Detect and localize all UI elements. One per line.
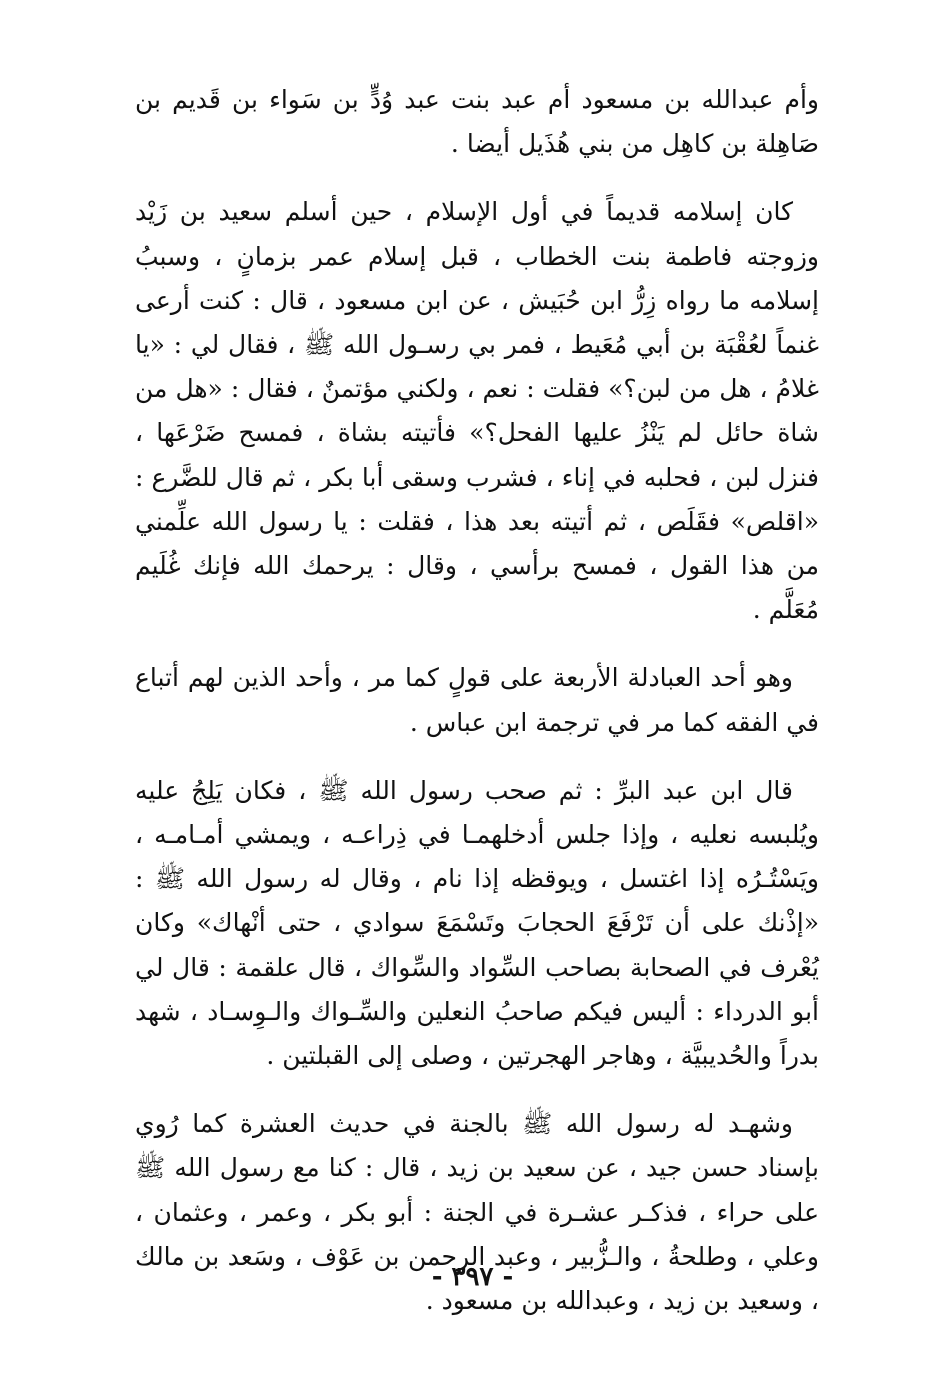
- paragraph-2: كان إسلامه قديماً في أول الإسلام ، حين أسلم سعيد بن زَيْد وزوجته فاطمة بنت الخطاب ، قبل إسلام عمر بزمانٍ ، وسببُ إسلامه ما رواه زِرُّ ابن حُبَيش ، عن ابن مسعود ، قال : كنت أرعى غنماً لعُقْبَة بن أبي مُعَيط ، فمر بي رسـول الله ﷺ ، فقال لي : «يا غلامُ ، هل من لبن؟» فقلت : نعم ، ولكني مؤتمنٌ ، فقال : «هل من شاة حائل لم يَنْزُ عليها الفحل؟» فأتيته بشاة ، فمسح ضَرْعَها ، فنزل لبن ، فحلبه في إناء ، فشرب وسقى أبا بكر ، ثم قال للضَّرع : «اقلص» فقَلَص ، ثم أتيته بعد هذا ، فقلت : يا رسول الله علِّمني من هذا القول ، فمسح برأسي ، وقال : يرحمك الله فإنك غُلَيم مُعَلَّم .: [135, 197, 819, 625]
- paragraph-1: وأم عبدالله بن مسعود أم عبد بنت عبد وُدٍّ بن سَواء بن قَديم بن صَاهِلة بن كاهِل من بني هُذَيل أيضا .: [135, 85, 819, 159]
- paragraph-4: قال ابن عبد البرِّ : ثم صحب رسول الله ﷺ ، فكان يَلِجُ عليه ويُلبسه نعليه ، وإذا جلس أدخلهمـا في ذِراعـه ، ويمشي أمـامـه ، ويَسْتُـرُه إذا اغتسل ، ويوقظه إذا نام ، وقال له رسول الله ﷺ : «إذْنك على أن تَرْفَعَ الحجابَ وتَسْمَعَ سوادي ، حتى أنْهاك» وكان يُعْرف في الصحابة بصاحب السِّواد والسِّواك ، قال علقمة : قال لي أبو الدرداء : أليس فيكم صاحبُ النعلين والسِّـواك والـوِسـاد ، شهد بدراً والحُديبيَّة ، وهاجر الهجرتين ، وصلى إلى القبلتين .: [135, 775, 819, 1071]
- body-text: [135, 78, 819, 1347]
- page-number: - ٣٩٧ -: [431, 1262, 514, 1292]
- paragraph-3: وهو أحد العبادلة الأربعة على قولٍ كما مر ، وأحد الذين لهم أتباع في الفقه كما مر في ترجمة ابن عباس .: [135, 663, 819, 737]
- paragraph-5: وشهـد له رسول الله ﷺ بالجنة في حديث العشرة كما رُوي بإسناد حسن جيد ، عن سعيد بن زيد ، قال : كنا مع رسول الله ﷺ على حراء ، فذكـر عشـرة في الجنة : أبو بكر ، وعمر ، وعثمان ، وعلي ، وطلحةُ ، والـزُّبير ، وعبد الرحمن بن عَوْف ، وسَعد بن مالك ، وسعيد بن زيد ، وعبدالله بن مسعود .: [135, 1109, 819, 1316]
